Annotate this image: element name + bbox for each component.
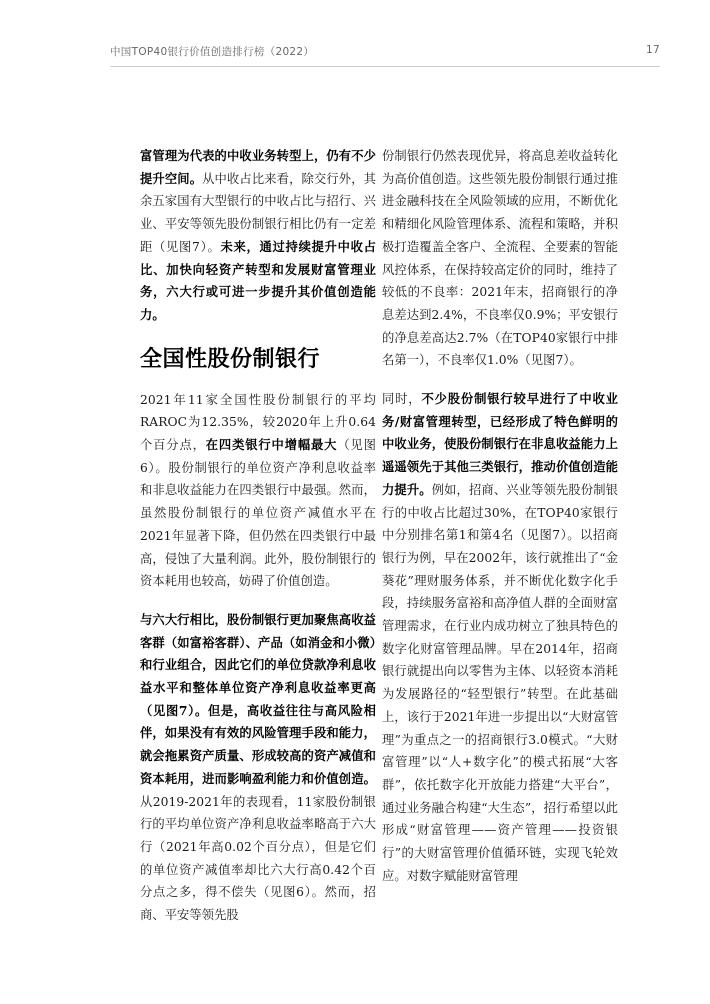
- body-text: 从2019-2021年的表现看，11家股份制银行的平均单位资产净利息收益率略高于六大行（2021年高0.02个百分点），但是它们的单位资产减值率却比六大行高0.42个百分点之多，得不偿失（见图6）。然而，招商、平安等领先股: [140, 794, 376, 923]
- page-number: 17: [646, 44, 660, 56]
- bold-text: 不少股份制银行较早进行了中收业务/财富管理转型，已经形成了特色鲜明的中收业务，使股份制银行在非息收益能力上遥遥领先于其他三类银行，推动价值创造能力提升。: [382, 391, 618, 497]
- body-text: 份制银行仍然表现优异，将高息差收益转化为高价值创造。这些领先股份制银行通过推进金融科技在全风险领域的应用，不断优化和精细化风险管理体系、流程和策略，并积极打造覆盖全客户、全流程、全要素的智能风控体系，在保持较高定价的同时，维持了较低的不良率：2021年末，招商银行的净息差达到2.4%，不良率仅0.9%；平安银行的净息差高达2.7%（在TOP40家银行中排名第一），不良率仅1.0%（见图7）。: [382, 149, 618, 368]
- body-text: （见图6）。股份制银行的单位资产净利息收益率和非息收益能力在四类银行中最强。然而，虽然股份制银行的单位资产减值水平在2021年显著下降，但仍然在四类银行中最高，侵蚀了大量利润。此外，股份制银行的资本耗用也较高，妨碍了价值创造。: [140, 438, 376, 589]
- running-header: [110, 44, 660, 60]
- bold-text: 富管理为代表的中收业务转型上，仍有不少提升空间。: [140, 148, 376, 186]
- body-text: 例如，招商、兴业等领先股份制银行的中收占比超过30%，在TOP40家银行中分别排名第1和第4名（见图7）。以招商银行为例，早在2002年，该行就推出了“金葵花”理财服务体系，并不断优化数字化手段，持续服务富裕和高净值人群的全面财富管理需求，在行业内成功树立了独具特色的数字化财富管理品牌。早在2014年，招商银行就提出向以零售为主体、以轻资本消耗为发展路径的“轻型银行”转型。在此基础上，该行于2021年进一步提出以“大财富管理”为重点之一的招商银行3.0模式。“大财富管理”以“人+数字化”的模式拓展“大客群”，依托数字化开放能力搭建“大平台”，通过业务融合构建“大生态”，招行希望以此形成“财富管理——资产管理——投资银行”的大财富管理价值循环链，实现飞轮效应。对数字赋能财富管理: [382, 482, 618, 883]
- paragraph: [382, 388, 618, 887]
- body-text: 同时，: [382, 392, 422, 407]
- left-column: [140, 145, 376, 943]
- bold-text: 与六大行相比，股份制银行更加聚焦高收益客群（如富裕客群）、产品（如消金和小微）和行业组合，因此它们的单位贷款净利息收益水平和整体单位资产净利息收益率更高（见图7）。但是，高收益往往与高风险相伴，如果没有有效的风险管理手段和能力，就会拖累资产质量、形成较高的资产减值和资本耗用，进而影响盈利能力和价值创造。: [140, 611, 376, 786]
- section-heading: 全国性股份制银行: [140, 346, 321, 372]
- bold-text: 在四类银行中增幅最大: [205, 437, 338, 453]
- paragraph: [140, 145, 376, 327]
- body-text: 从中收占比来看，除交行外，其余五家国有大型银行的中收占比与招行、兴业、平安等领先股份制银行相比仍有一定差距（见图7）。: [140, 171, 376, 254]
- header-divider: [110, 66, 660, 67]
- right-column: [382, 145, 618, 904]
- paragraph: [382, 145, 618, 372]
- paragraph: [140, 389, 376, 593]
- bold-text: 未来，通过持续提升中收占比、加快向轻资产转型和发展财富管理业务，六大行或可进一步提升其价值创造能力。: [140, 238, 376, 322]
- body-text: 2021年11家全国性股份制银行的平均RAROC为12.35%，较2020年上升0.64个百分点，: [140, 392, 376, 453]
- paragraph: [140, 609, 376, 927]
- report-title: 中国TOP40银行价值创造排行榜（2022）: [110, 46, 315, 58]
